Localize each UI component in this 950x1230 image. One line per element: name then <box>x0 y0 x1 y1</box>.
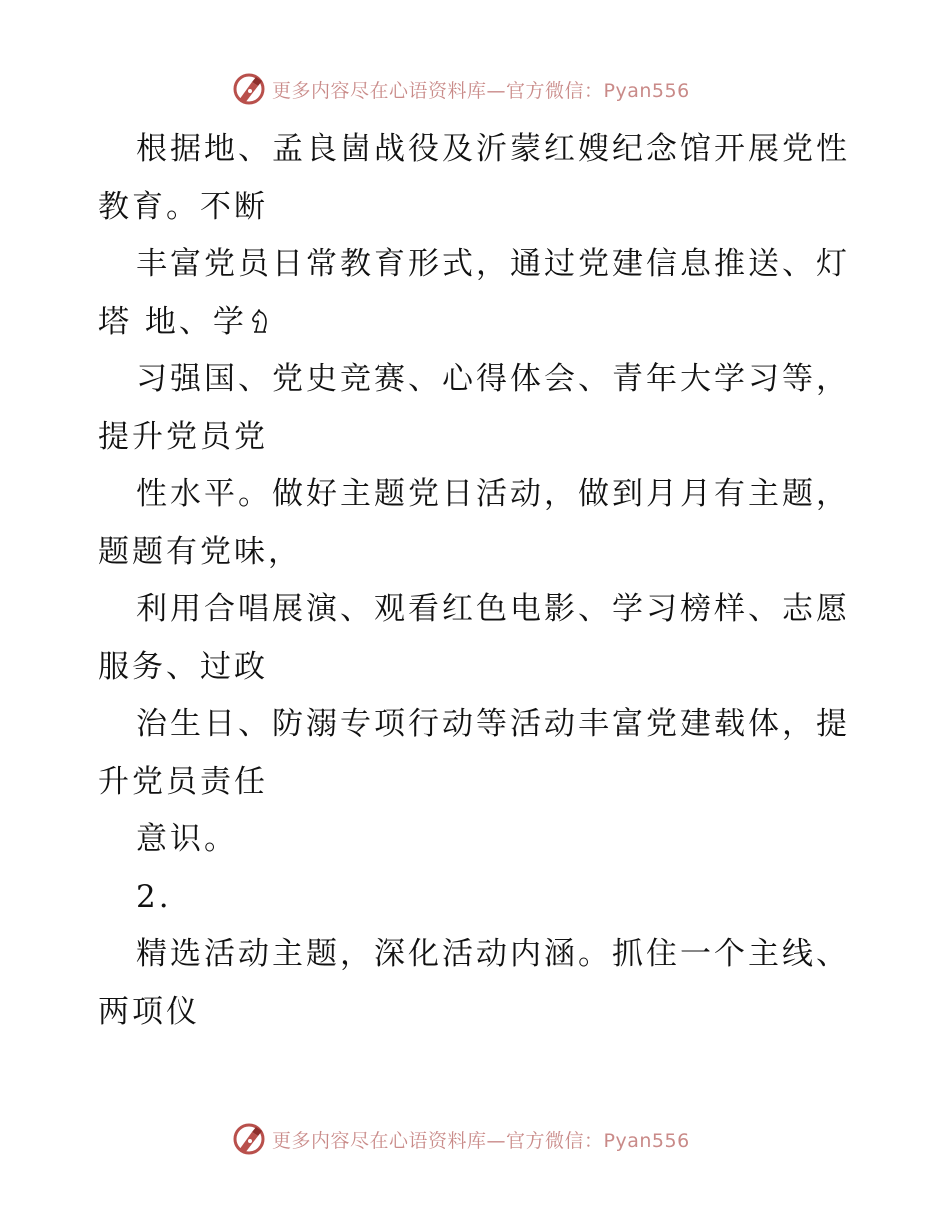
watermark-text: 更多内容尽在心语资料库—官方微信：Pyan556 <box>272 1129 690 1152</box>
text-line: 习强国、党史竞赛、心得体会、青年大学习等， <box>136 361 850 397</box>
pen-nib-logo-icon <box>232 1122 266 1156</box>
watermark-text: 更多内容尽在心语资料库—官方微信：Pyan556 <box>272 79 690 102</box>
text-line: 题题有党味， <box>98 533 302 570</box>
header-watermark <box>232 72 690 106</box>
text-line: 2. <box>136 878 172 915</box>
document-body <box>98 121 858 1041</box>
text-line: 两项仪 <box>98 993 200 1030</box>
text-line: 性水平。做好主题党日活动，做到月月有主题， <box>136 476 850 512</box>
text-line: 丰富党员日常教育形式，通过党建信息推送、灯 <box>136 246 850 282</box>
footer-watermark <box>232 1122 690 1156</box>
text-line: 服务、过政 <box>98 648 268 685</box>
text-line <box>98 294 858 352</box>
text-line-content: 塔 地、学 <box>98 303 247 340</box>
text-line: 利用合唱展演、观看红色电影、学习榜样、志愿 <box>136 591 850 627</box>
text-line: 教育。不断 <box>98 188 268 225</box>
text-line: 根据地、孟良崮战役及沂蒙红嫂纪念馆开展党性 <box>136 131 850 167</box>
text-line: 提升党员党 <box>98 418 268 455</box>
text-line: 意识。 <box>136 821 238 857</box>
pen-nib-logo-icon <box>232 72 266 106</box>
text-line: 升党员责任 <box>98 763 268 800</box>
text-line: 治生日、防溺专项行动等活动丰富党建载体，提 <box>136 706 850 742</box>
chess-knight-glyph-icon <box>249 308 271 334</box>
text-line: 精选活动主题，深化活动内涵。抓住一个主线、 <box>136 936 850 972</box>
